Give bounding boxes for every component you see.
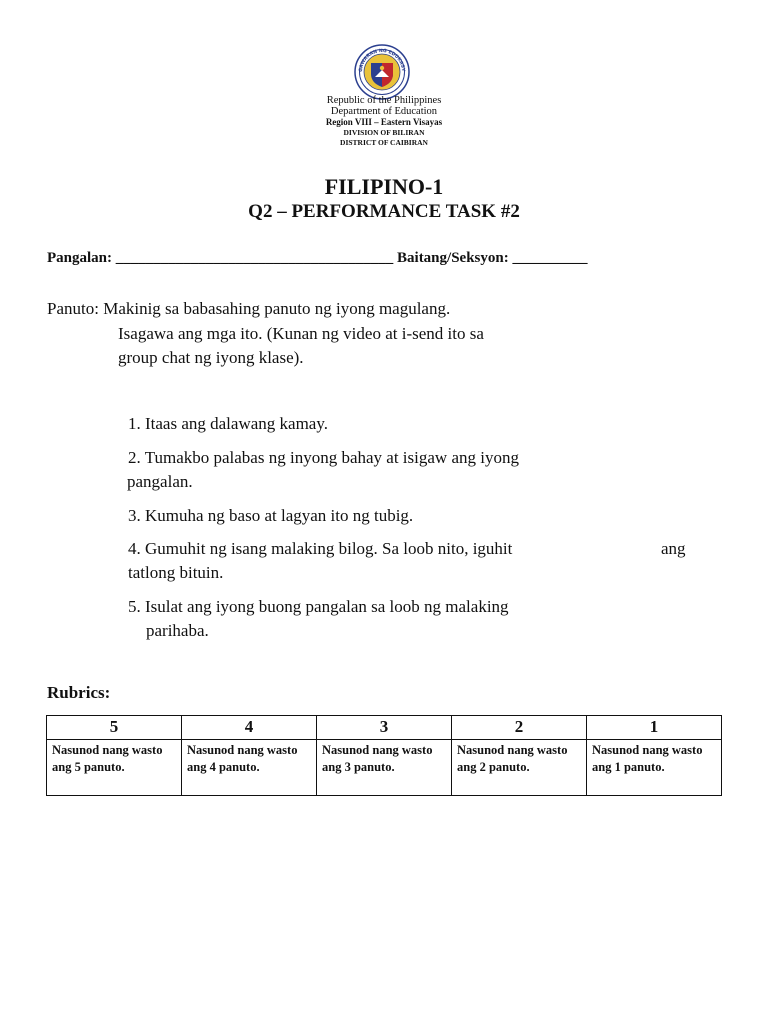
task-text-end: ang: [661, 539, 686, 558]
division-line: DIVISION OF BILIRAN: [343, 128, 425, 137]
task-item: [128, 537, 708, 585]
section-label: Baitang/Seksyon:: [397, 250, 509, 266]
rubric-description: Nasunod nang wasto ang 1 panuto.: [587, 740, 722, 796]
letterhead: [0, 95, 768, 148]
svg-text:KAGAWARAN NG EDUKASYON: GAWARAN NG EDUKASY: [358, 48, 406, 73]
task-item: [128, 412, 708, 436]
rubric-score-header: 1: [587, 716, 722, 740]
instruction-line-3: group chat ng iyong klase).: [118, 348, 304, 367]
rubric-score-header: 2: [452, 716, 587, 740]
rubric-score-header: 5: [47, 716, 182, 740]
name-label: Pangalan:: [47, 250, 113, 266]
student-info-line: [47, 250, 587, 267]
page-title: FILIPINO-1: [324, 174, 444, 199]
rubric-description-row: [47, 740, 722, 796]
task-text: 2. Tumakbo palabas ng inyong bahay at isigaw ang iyong: [128, 448, 519, 467]
instruction-line-2: Isagawa ang mga ito. (Kunan ng video at i-send ito sa: [118, 323, 484, 343]
instruction-line-1: Makinig sa babasahing panuto ng iyong magulang.: [103, 299, 451, 318]
task-text: 5. Isulat ang iyong buong pangalan sa loob ng malaking: [128, 597, 509, 616]
rubric-description: Nasunod nang wasto ang 5 panuto.: [47, 740, 182, 796]
rubric-score-header: 3: [317, 716, 452, 740]
country-line: Republic of the Philippines: [326, 95, 442, 106]
task-item: [128, 446, 708, 494]
task-item: [128, 504, 708, 528]
task-text: 1. Itaas ang dalawang kamay.: [128, 414, 328, 433]
rubrics-heading: Rubrics:: [47, 683, 111, 702]
task-text-continued: tatlong bituin.: [128, 563, 224, 582]
department-line: Department of Education: [330, 106, 438, 117]
task-item: [128, 595, 708, 643]
task-text: 4. Gumuhit ng isang malaking bilog. Sa loob nito, iguhit: [128, 539, 513, 558]
deped-seal-logo: [354, 44, 410, 100]
rubric-description: Nasunod nang wasto ang 4 panuto.: [182, 740, 317, 796]
region-line: Region VIII – Eastern Visayas: [325, 117, 443, 127]
section-blank: __________: [512, 250, 588, 266]
task-text-continued: parihaba.: [146, 621, 209, 640]
name-blank: _____________________________________: [115, 250, 394, 266]
rubric-table: [46, 715, 722, 796]
task-text: 3. Kumuha ng baso at lagyan ito ng tubig.: [128, 506, 414, 525]
instructions: [47, 297, 567, 371]
rubric-header-row: [47, 716, 722, 740]
task-text-continued: pangalan.: [127, 472, 193, 491]
district-line: DISTRICT OF CAIBIRAN: [340, 138, 428, 147]
instruction-label: Panuto:: [47, 299, 99, 318]
rubric-description: Nasunod nang wasto ang 2 panuto.: [452, 740, 587, 796]
page-subtitle: Q2 – PERFORMANCE TASK #2: [248, 201, 520, 222]
rubric-score-header: 4: [182, 716, 317, 740]
rubric-description: Nasunod nang wasto ang 3 panuto.: [317, 740, 452, 796]
